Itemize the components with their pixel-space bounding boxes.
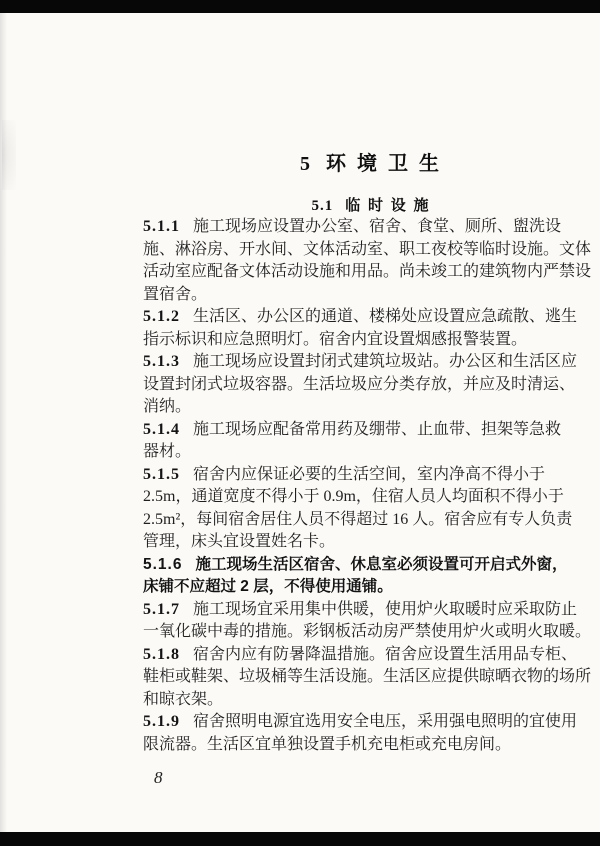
clause-line bbox=[143, 554, 600, 577]
clause-5.1.6 bbox=[143, 554, 600, 599]
scan-artifact-top-bar bbox=[0, 0, 600, 13]
clause-number: 5.1.9 bbox=[143, 713, 180, 730]
scan-artifact-bottom-bar bbox=[0, 832, 600, 846]
clause-5.1.4 bbox=[143, 419, 600, 464]
clause-line bbox=[143, 306, 600, 329]
clause-line: 消纳。 bbox=[143, 398, 192, 415]
clause-line bbox=[143, 216, 600, 239]
clause-line bbox=[143, 464, 600, 487]
clause-number: 5.1.7 bbox=[143, 600, 180, 618]
clause-5.1.1 bbox=[143, 216, 600, 306]
clause-text: 宿舍照明电源宜选用安全电压，采用强电照明的宜使用 bbox=[193, 713, 578, 730]
section-number: 5.1 bbox=[311, 198, 334, 215]
scan-smudge bbox=[2, 120, 16, 190]
clause-line bbox=[143, 711, 600, 734]
clause-text: 宿舍内应保证必要的生活空间，室内净高不得小于 bbox=[193, 465, 546, 483]
clause-5.1.7 bbox=[143, 599, 600, 644]
clause-line: 设置封闭式垃圾容器。生活垃圾应分类存放，并应及时清运、 bbox=[143, 375, 576, 393]
clause-line: 限流器。生活区宜单独设置手机充电柜或充电房间。 bbox=[143, 735, 512, 753]
clause-text: 宿舍内应有防暑降温措施。宿舍应设置生活用品专柜、 bbox=[193, 645, 578, 663]
clause-number: 5.1.8 bbox=[143, 645, 180, 663]
clause-line: 一氧化碳中毒的措施。彩钢板活动房严禁使用炉火或明火取暖。 bbox=[143, 623, 592, 640]
clause-number: 5.1.4 bbox=[143, 420, 180, 438]
clause-list bbox=[143, 216, 600, 756]
clause-line: 和晾衣架。 bbox=[143, 690, 224, 708]
clause-text: 施工现场应设置办公室、宿舍、食堂、厕所、盥洗设 bbox=[193, 218, 562, 235]
clause-number: 5.1.6 bbox=[143, 555, 183, 573]
clause-5.1.9 bbox=[143, 711, 600, 756]
clause-line: 2.5m²，每间宿舍居住人员不得超过 16 人。宿舍应有专人负责 bbox=[143, 510, 573, 528]
clause-line bbox=[143, 644, 600, 667]
clause-5.1.2 bbox=[143, 306, 600, 351]
section-title-text: 临 时 设 施 bbox=[345, 198, 431, 215]
clause-line: 活动室应配备文体活动设施和用品。尚未竣工的建筑物内严禁设 bbox=[143, 263, 592, 280]
section-title bbox=[143, 194, 599, 215]
clause-text: 施工现场生活区宿舍、休息室必须设置可开启式外窗， bbox=[195, 555, 568, 573]
clause-text: 施工现场应设置封闭式建筑垃圾站。办公区和生活区应 bbox=[193, 353, 578, 370]
clause-line: 管理，床头宜设置姓名卡。 bbox=[143, 533, 336, 550]
clause-line: 床铺不应超过 2 层，不得使用通铺。 bbox=[143, 578, 393, 595]
clause-text: 施工现场宜采用集中供暖，使用炉火取暖时应采取防止 bbox=[193, 600, 578, 618]
chapter-title-text: 环 境 卫 生 bbox=[326, 153, 442, 176]
clause-line bbox=[143, 599, 600, 622]
clause-line: 鞋柜或鞋架、垃圾桶等生活设施。生活区应提供晾晒衣物的场所 bbox=[143, 668, 592, 685]
clause-line bbox=[143, 351, 600, 374]
clause-5.1.5 bbox=[143, 464, 600, 554]
clause-line: 器材。 bbox=[143, 443, 192, 460]
clause-5.1.3 bbox=[143, 351, 600, 419]
clause-line: 指示标识和应急照明灯。宿舍内宜设置烟感报警装置。 bbox=[143, 330, 528, 348]
clause-line: 2.5m，通道宽度不得小于 0.9m，住宿人员人均面积不得小于 bbox=[143, 488, 564, 505]
clause-line: 施、淋浴房、开水间、文体活动室、职工夜校等临时设施。文体 bbox=[143, 240, 592, 258]
clause-number: 5.1.3 bbox=[143, 353, 180, 370]
chapter-title bbox=[143, 147, 599, 176]
clause-number: 5.1.2 bbox=[143, 308, 180, 325]
clause-number: 5.1.1 bbox=[143, 218, 180, 235]
page-number: 8 bbox=[154, 768, 163, 787]
chapter-number: 5 bbox=[300, 153, 310, 176]
clause-line bbox=[143, 419, 600, 442]
clause-number: 5.1.5 bbox=[143, 465, 180, 483]
clause-text: 生活区、办公区的通道、楼梯处应设置应急疏散、逃生 bbox=[193, 308, 578, 325]
clause-text: 施工现场应配备常用药及绷带、止血带、担架等急救 bbox=[193, 420, 562, 438]
clause-5.1.8 bbox=[143, 644, 600, 712]
clause-line: 置宿舍。 bbox=[143, 285, 208, 303]
